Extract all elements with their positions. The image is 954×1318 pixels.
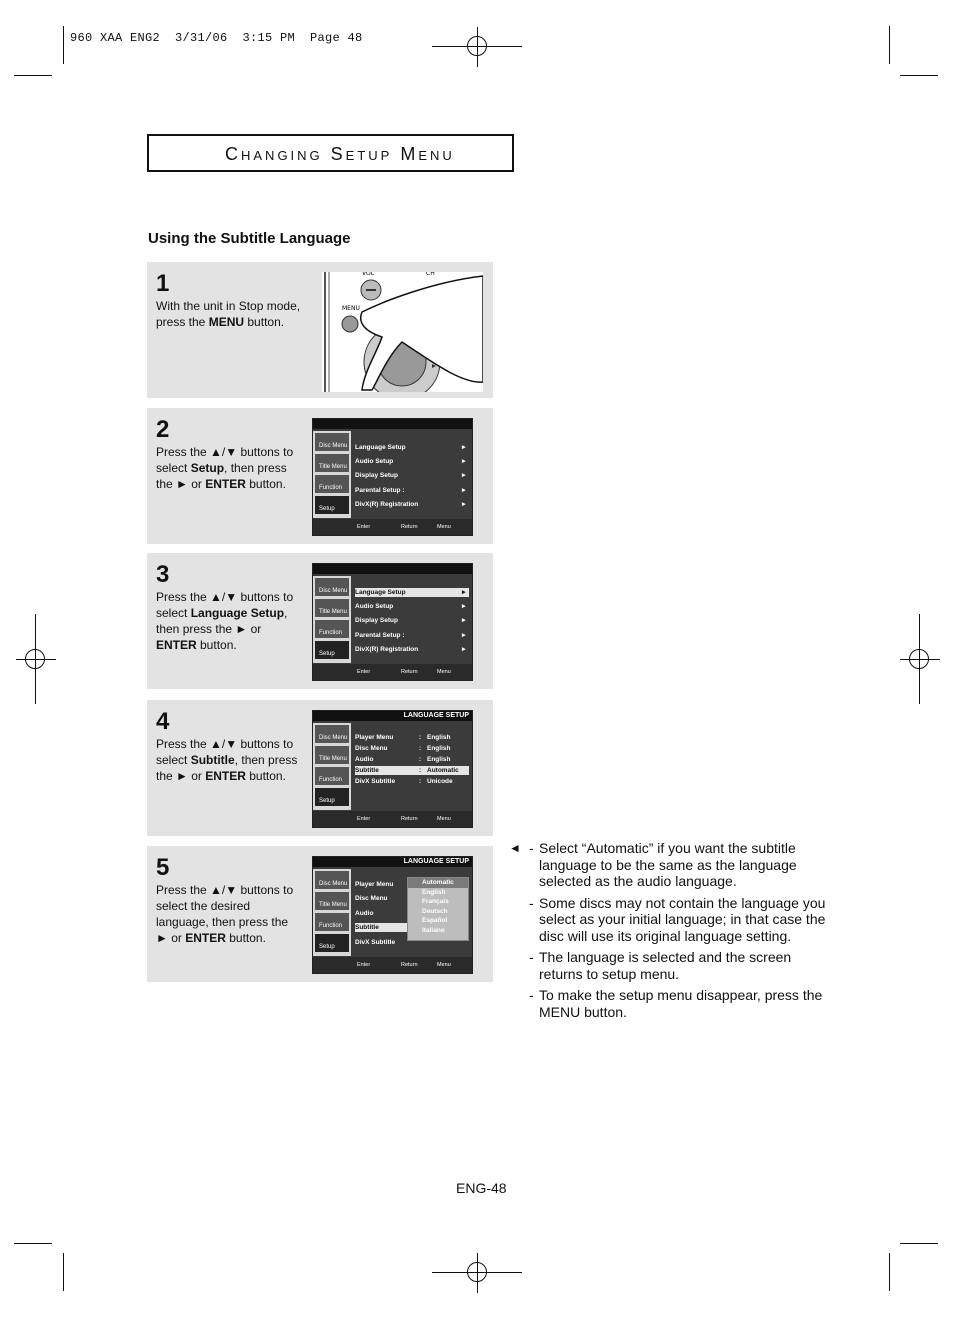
osd-setup-screen	[312, 563, 473, 681]
notes	[509, 840, 829, 1025]
step-1	[147, 262, 493, 398]
osd-row: Display Setup ►	[355, 617, 467, 624]
remote-hand-illustration	[322, 272, 483, 392]
osd-side-function: Function	[315, 913, 349, 931]
osd-side-function: Function	[315, 767, 349, 785]
osd-setup-screen	[312, 418, 473, 536]
osd-footer: Enter Return Menu	[313, 811, 472, 827]
step-text: With the unit in Stop mode, press the MENU button.	[156, 299, 301, 329]
osd-row: Disc Menu : English	[355, 745, 451, 752]
osd-row-selected: Language Setup ►	[355, 589, 467, 596]
step-text: Press the ▲/▼ buttons to select the desired language, then press the ► or ENTER button.	[156, 883, 294, 945]
dropdown-option: Italiano	[422, 926, 445, 934]
dropdown-option: Deutsch	[422, 907, 448, 915]
osd-row: Player Menu : English	[355, 734, 451, 741]
step-3	[147, 553, 493, 689]
step-number: 2	[156, 416, 170, 443]
note-item: - To make the setup menu disappear, press the MENU button.	[529, 987, 823, 1020]
osd-side-disc-menu: Disc Menu	[315, 578, 349, 596]
osd-row: DivX(R) Registration ►	[355, 501, 467, 508]
osd-side-setup: Setup	[315, 496, 349, 514]
osd-side-title-menu: Title Menu	[315, 454, 349, 472]
osd-row-selected: Subtitle	[355, 923, 407, 932]
osd-row: Language Setup ►	[355, 444, 467, 451]
osd-side-setup: Setup	[315, 934, 349, 952]
osd-menu-list	[353, 433, 471, 517]
language-dropdown	[407, 877, 469, 941]
registration-mark	[909, 649, 929, 669]
osd-sidebar	[313, 576, 351, 663]
osd-side-title-menu: Title Menu	[315, 599, 349, 617]
dropdown-option: English	[422, 888, 446, 896]
note-item: - Some discs may not contain the language you select as your initial language; in that case the disc will use its original language setting.	[529, 894, 826, 944]
crop-mark	[63, 26, 64, 64]
remote-menu-label: MENU	[342, 305, 360, 312]
osd-header	[313, 419, 472, 429]
remote-ch-label: CH	[426, 272, 435, 277]
page-number: ENG-48	[456, 1180, 507, 1196]
step-4	[147, 700, 493, 836]
step-5	[147, 846, 493, 982]
dropdown-option: Español	[422, 917, 448, 924]
osd-menu-list	[353, 725, 471, 809]
step-text: Press the ▲/▼ buttons to select Subtitle, then press the ► or ENTER button.	[156, 737, 298, 783]
osd-row-selected: Subtitle : Automatic	[355, 766, 469, 775]
osd-menu-list	[353, 578, 471, 662]
osd-footer: Enter Return Menu	[313, 957, 472, 973]
note-item: ◄ - Select “Automatic” if you want the subtitle language to be the same as the language selected as the audio language.	[509, 840, 797, 889]
registration-mark	[467, 36, 487, 56]
page-title-box	[147, 134, 514, 172]
osd-row: Parental Setup : ►	[355, 487, 467, 494]
osd-language-screen	[312, 710, 473, 828]
osd-header	[313, 564, 472, 574]
osd-footer: Enter Return Menu	[313, 664, 472, 680]
osd-row: Parental Setup : ►	[355, 632, 467, 639]
osd-side-function: Function	[315, 475, 349, 493]
osd-row: DivX Subtitle	[355, 939, 396, 946]
section-heading: Using the Subtitle Language	[148, 230, 351, 247]
osd-sidebar	[313, 869, 351, 956]
step-number: 4	[156, 708, 170, 735]
step-number: 3	[156, 561, 170, 588]
osd-row: Player Menu	[355, 881, 394, 888]
dropdown-option-selected: Automatic	[408, 878, 468, 888]
osd-side-function: Function	[315, 620, 349, 638]
dropdown-option: Français	[422, 898, 449, 905]
crop-mark	[14, 75, 52, 76]
osd-language-screen	[312, 856, 473, 974]
step-number: 1	[156, 270, 170, 297]
osd-side-setup: Setup	[315, 641, 349, 659]
osd-row: Audio : English	[355, 756, 451, 763]
step-text: Press the ▲/▼ buttons to select Setup, then press the ► or ENTER button.	[156, 445, 294, 491]
osd-side-title-menu: Title Menu	[315, 746, 349, 764]
step-2	[147, 408, 493, 544]
osd-side-disc-menu: Disc Menu	[315, 725, 349, 743]
crop-mark	[889, 1253, 890, 1291]
osd-row: Disc Menu	[355, 895, 388, 902]
pointer-icon: ◄	[509, 841, 521, 855]
print-slug: 960 XAA ENG2 3/31/06 3:15 PM Page 48	[70, 31, 363, 45]
osd-header: LANGUAGE SETUP	[313, 711, 472, 721]
crop-mark	[900, 75, 938, 76]
osd-header: LANGUAGE SETUP	[313, 857, 472, 867]
registration-mark	[25, 649, 45, 669]
note-item: - The language is selected and the screen returns to setup menu.	[529, 949, 792, 982]
page-title: Changing Setup Menu	[225, 144, 455, 164]
crop-mark	[900, 1243, 938, 1244]
osd-row: Audio	[355, 910, 374, 917]
osd-row: Audio Setup ►	[355, 603, 467, 610]
osd-row: DivX(R) Registration ►	[355, 646, 467, 653]
osd-side-disc-menu: Disc Menu	[315, 871, 349, 889]
osd-sidebar	[313, 431, 351, 518]
osd-row: DivX Subtitle : Unicode	[355, 778, 453, 785]
osd-row: Audio Setup ►	[355, 458, 467, 465]
osd-side-title-menu: Title Menu	[315, 892, 349, 910]
osd-side-setup: Setup	[315, 788, 349, 806]
crop-mark	[889, 26, 890, 64]
crop-mark	[63, 1253, 64, 1291]
osd-side-disc-menu: Disc Menu	[315, 433, 349, 451]
step-text: Press the ▲/▼ buttons to select Language Setup, then press the ► or ENTER button.	[156, 590, 294, 652]
remote-vol-label: VOL	[362, 272, 375, 277]
osd-sidebar	[313, 723, 351, 810]
registration-mark	[467, 1262, 487, 1282]
osd-footer: Enter Return Menu	[313, 519, 472, 535]
step-number: 5	[156, 854, 170, 881]
osd-row: Display Setup ►	[355, 472, 467, 479]
crop-mark	[14, 1243, 52, 1244]
